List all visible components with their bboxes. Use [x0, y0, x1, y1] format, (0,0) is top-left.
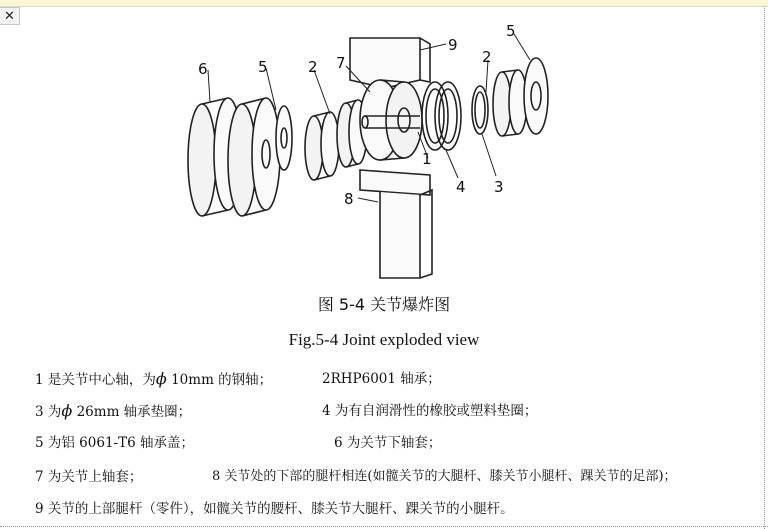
label-2b: 2	[482, 48, 492, 66]
legend-item-4: 4 为有自润滑性的橡胶或塑料垫圈；	[322, 403, 538, 419]
label-6: 6	[198, 60, 208, 78]
legend-item-1: 1 是关节中心轴，为ϕ 10mm 的钢轴；	[35, 369, 273, 388]
part-6-lower-sleeve	[188, 98, 280, 216]
page-edge-bottom	[0, 526, 768, 528]
legend-item-9: 9 关节的上部腿杆（零件），如髋关节的腰杆、膝关节大腿杆、踝关节的小腿杆。	[35, 501, 514, 517]
close-button[interactable]	[0, 7, 20, 25]
label-7: 7	[336, 54, 346, 72]
figure-caption-cn: 图 5-4 关节爆炸图	[317, 295, 451, 314]
label-9: 9	[448, 36, 458, 54]
part-3-bearing-washer	[472, 86, 488, 134]
figure-caption-en: Fig.5-4 Joint exploded view	[288, 330, 480, 349]
label-8: 8	[344, 190, 354, 208]
page-edge-right	[764, 6, 767, 529]
label-1: 1	[422, 150, 432, 168]
part-2-bearing-right	[493, 70, 527, 136]
label-5b: 5	[506, 22, 516, 40]
legend-item-5: 5 为铝 6061-T6 轴承盖；	[35, 435, 194, 451]
label-5a: 5	[258, 58, 268, 76]
legend-item-6: 6 为关节下轴套；	[334, 435, 442, 451]
part-2-bearing-left	[305, 100, 367, 180]
label-2a: 2	[308, 58, 318, 76]
top-info-bar	[0, 0, 768, 7]
label-4: 4	[456, 178, 466, 196]
legend-item-3: 3 为ϕ 26mm 轴承垫圈；	[35, 401, 192, 420]
legend-item-2: 2RHP6001 轴承；	[322, 371, 441, 387]
part-5-bearing-cap-right	[524, 58, 548, 134]
legend-item-8: 8 关节处的下部的腿杆相连(如髋关节的大腿杆、膝关节小腿杆、踝关节的足部)；	[212, 469, 677, 484]
part-5-bearing-cap-left	[276, 106, 292, 170]
part-7-upper-sleeve	[360, 80, 422, 160]
part-4-washer	[422, 82, 461, 150]
close-icon: ✕	[4, 8, 15, 24]
part-8-lower-leg	[360, 170, 432, 278]
legend-item-7: 7 为关节上轴套；	[35, 469, 143, 485]
joint-exploded-diagram	[180, 20, 570, 285]
label-3: 3	[494, 178, 504, 196]
